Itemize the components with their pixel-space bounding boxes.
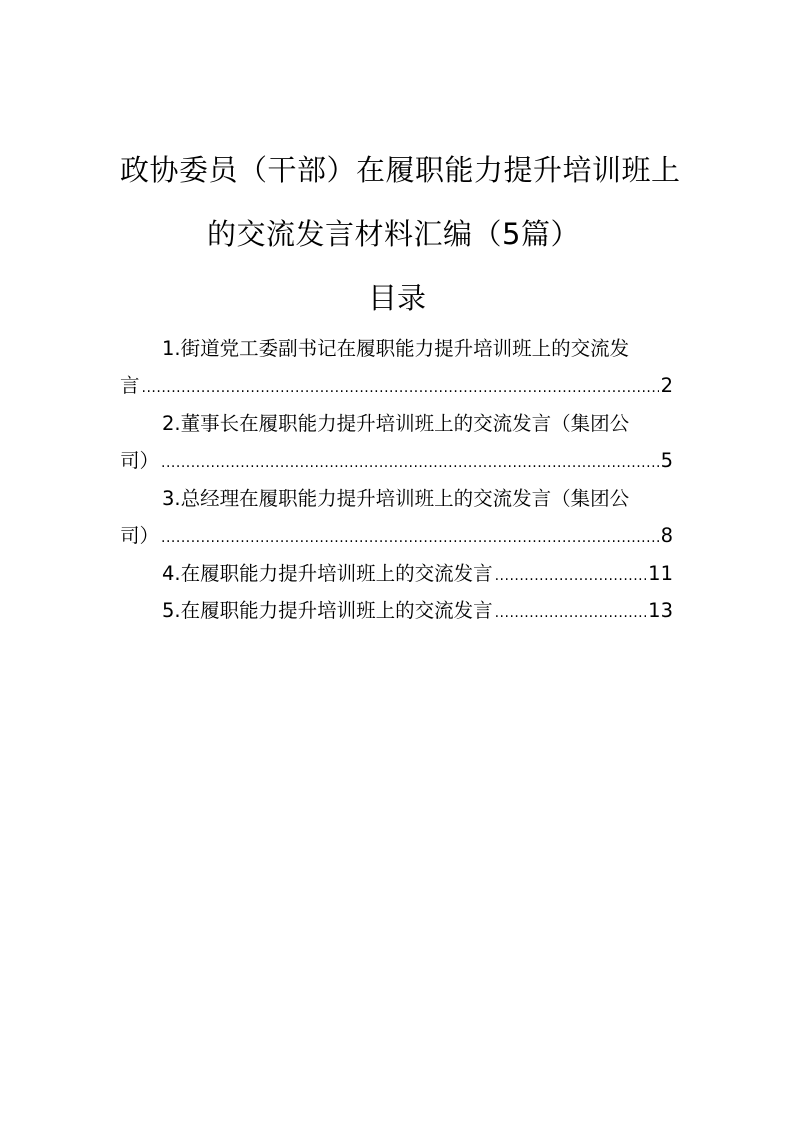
toc-entry-4[interactable] (120, 559, 673, 589)
toc-entry-2[interactable] (120, 409, 673, 439)
toc-entry-2-text-cont[interactable]: 司） (120, 449, 160, 472)
dot-leader (495, 598, 647, 628)
toc-entry-1-continuation[interactable] (120, 371, 673, 401)
toc-entry-3-continuation[interactable] (120, 521, 673, 551)
dot-leader (495, 561, 647, 591)
toc-entry-3-text[interactable]: 3.总经理在履职能力提升培训班上的交流发言（集团公 (162, 487, 630, 510)
document-title-line-2: 的交流发言材料汇编（5篇） (207, 217, 580, 251)
toc-entry-1-page[interactable]: 2 (660, 374, 673, 397)
toc-entry-3[interactable] (120, 484, 673, 514)
dot-leader (161, 523, 659, 553)
dot-leader (161, 448, 659, 478)
toc-entry-4-page[interactable]: 11 (648, 562, 673, 585)
toc-entry-1-text[interactable]: 1.街道党工委副书记在履职能力提升培训班上的交流发 (162, 337, 630, 360)
toc-entry-4-text[interactable]: 4.在履职能力提升培训班上的交流发言 (162, 562, 493, 585)
toc-entry-1-text-cont[interactable]: 言 (120, 374, 140, 397)
toc-entry-2-page[interactable]: 5 (660, 449, 673, 472)
toc-entry-3-page[interactable]: 8 (660, 524, 673, 547)
toc-heading: 目录 (368, 281, 427, 315)
toc-entry-3-text-cont[interactable]: 司） (120, 524, 160, 547)
toc-entry-2-continuation[interactable] (120, 446, 673, 476)
toc-entry-2-text[interactable]: 2.董事长在履职能力提升培训班上的交流发言（集团公 (162, 412, 630, 435)
toc-entry-5-page[interactable]: 13 (648, 599, 673, 622)
toc-entry-5-text[interactable]: 5.在履职能力提升培训班上的交流发言 (162, 599, 493, 622)
toc-entry-5[interactable] (120, 596, 673, 626)
toc-entry-1[interactable] (120, 334, 673, 364)
dot-leader (142, 373, 659, 403)
document-title-line-1: 政协委员（干部）在履职能力提升培训班上 (120, 153, 681, 187)
